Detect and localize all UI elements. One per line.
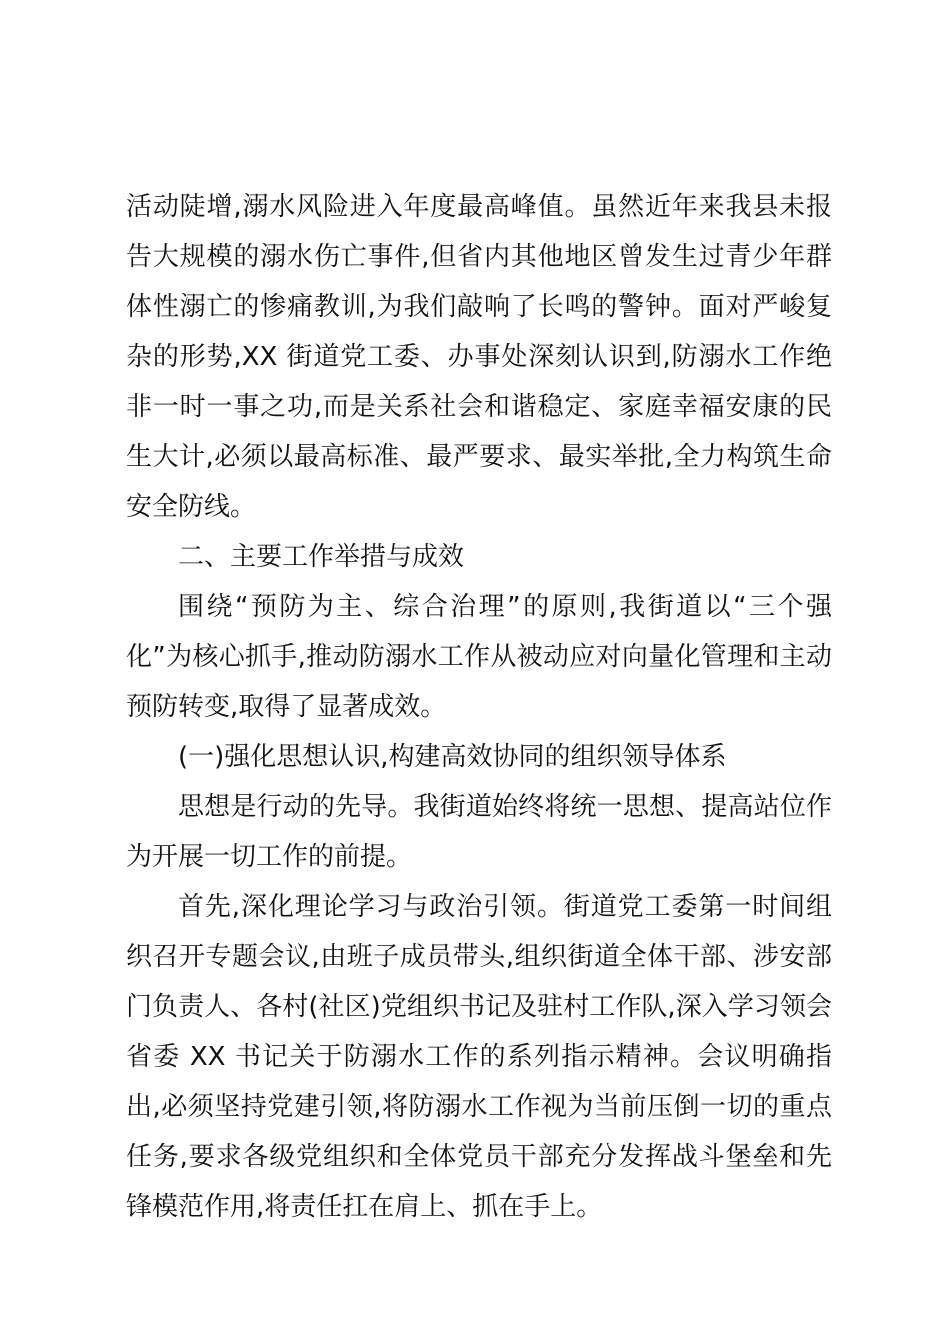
paragraph-intro: 围绕“预防为主、综合治理”的原则,我街道以“三个强化”为核心抓手,推动防溺水工作从被动应对向量化管理和主动预防转变,取得了显著成效。 (126, 592, 832, 722)
paragraph-continuation: 活动陡增,溺水风险进入年度最高峰值。虽然近年来我县未报告大规模的溺水伤亡事件,但省内其他地区曾发生过青少年群体性溺亡的惨痛教训,为我们敲响了长鸣的警钟。面对严峻复杂的形势,XX 街道党工委、办事处深刻认识到,防溺水工作绝非一时一事之功,而是关系社会和谐稳定、家庭幸福安康的民生大计,必须以最高标准、最严要求、最实举批,全力构筑生命安全防线。 (126, 192, 832, 522)
paragraph-thought: 思想是行动的先导。我街道始终将统一思想、提高站位作为开展一切工作的前提。 (126, 792, 832, 872)
paragraph-first: 首先,深化理论学习与政治引领。街道党工委第一时间组织召开专题会议,由班子成员带头,组织街道全体干部、涉安部门负责人、各村(社区)党组织书记及驻村工作队,深入学习领会省委 XX 书记关于防溺水工作的系列指示精神。会议明确指出,必须坚持党建引领,将防溺水工作视为当前压倒一切的重点任务,要求各级党组织和全体党员干部充分发挥战斗堡垒和先锋模范作用,将责任扛在肩上、抓在手上。 (126, 892, 832, 1222)
section-heading: 二、主要工作举措与成效 (178, 542, 465, 572)
document-body (126, 182, 832, 1232)
subsection-heading: (一)强化思想认识,构建高效协同的组织领导体系 (178, 742, 727, 772)
